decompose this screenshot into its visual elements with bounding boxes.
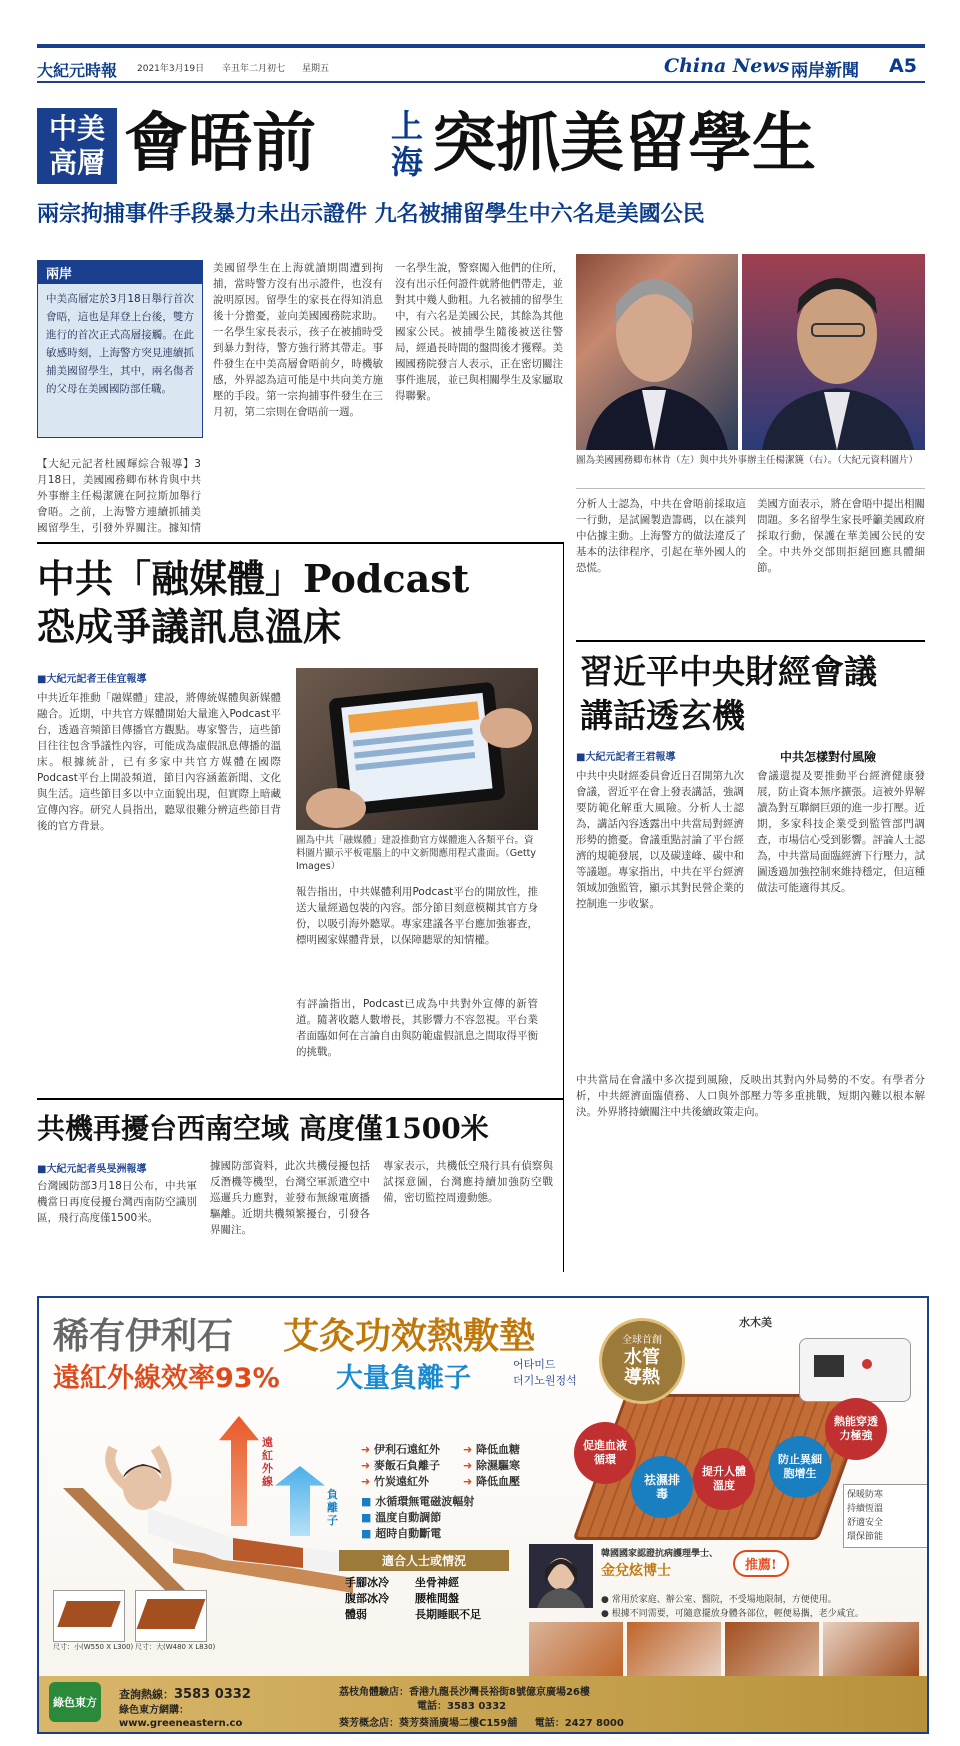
- suitable-box: [339, 1550, 509, 1650]
- bubble-penetration: 熱能穿透力極強: [825, 1398, 887, 1460]
- doctor-intro: 韓國國家認證抗病護理學士、: [601, 1549, 719, 1559]
- military-body-3: 專家表示，共機低空飛行具有偵察與試探意圖，台灣應持續加強防空戰備，密切監控周邊動態。: [383, 1160, 553, 1204]
- economy-byline: ■大紀元記者王君報導: [576, 752, 676, 763]
- benefit-item: 降低血糖: [476, 1443, 521, 1456]
- ad-line2-b: 大量負離子: [336, 1363, 471, 1394]
- lead-photo-caption: 圖為美國國務卿布林肯（左）與中共外事辦主任楊潔篪（右）。（大紀元資料圖片）: [576, 455, 919, 466]
- doctor-note-1: ● 常用於家庭、辦公室、醫院，不受場地限制，方便使用。: [601, 1595, 837, 1605]
- benefit-item: 竹炭遠紅外: [374, 1475, 430, 1488]
- feature-item: 環保節能: [847, 1532, 884, 1542]
- lead-box-text: 中美高層定於3月18日舉行首次會晤，這也是拜登上台後，雙方進行的首次正式高層接觸。在此敏感時刻，上海警方突見連續抓捕美國留學生，其中，兩名傷者的父母在美國國防部任職。: [46, 293, 194, 395]
- podcast-headline-1: 中共「融媒體」Podcast: [37, 556, 470, 601]
- doctor-name: 金兌炫博士: [601, 1563, 671, 1579]
- arrow-label-infrared: 遠紅外線: [262, 1436, 273, 1488]
- economy-body-1: 中共中央財經委員會近日召開第九次會議，習近平在會上發表講話，強調要防範化解重大風險。分析人士認為，講話內容透露出中共當局對經濟形勢的擔憂。會議重點討論了平台經濟的規範發展，以及碳達峰、碳中和等議題。專家指出，中共在平台經濟領域加強監管，顯示其對民營企業的控制進一步收緊。: [576, 770, 744, 910]
- masthead: [37, 44, 925, 84]
- economy-col-head: 中共怎樣對付風險: [780, 750, 877, 764]
- suitable-item: 坐骨神經: [415, 1576, 459, 1589]
- control-unit-image: [799, 1338, 911, 1402]
- lead-headline-a: 會晤前: [124, 106, 316, 181]
- lead-body-col4: 分析人士認為，中共在會晤前採取這一行動，是試圖製造籌碼，以在談判中佔據主動。上海警方的做法違反了基本的法律程序，引起在華外國人的恐慌。: [576, 498, 746, 574]
- ad-korean-b: 더기노원정석: [513, 1374, 577, 1387]
- shop1-label: 荔枝角體驗店：: [339, 1687, 409, 1698]
- shanghai-char-2: 海: [390, 143, 423, 181]
- lead-tag-line2: 高層: [48, 146, 105, 179]
- woman-relaxing-image: [53, 1428, 363, 1598]
- person-silhouette-icon: [576, 254, 738, 450]
- podcast-body-2: 報告指出，中共媒體利用Podcast平台的開放性，推送大量經過包裝的內容。部分節目刻意模糊其官方身份，以吸引海外聽眾。專家建議各平台應加強審查，標明國家媒體背景，以保障聽眾的知情權。: [296, 886, 538, 946]
- lead-subhead: 兩宗拘捕事件手段暴力未出示證件 九名被捕留學生中六名是美國公民: [37, 201, 705, 227]
- checks-list: ■ 水循環無電磁波輻射 ■ 溫度自動調節 ■ 超時自動斷電: [361, 1495, 475, 1540]
- lead-box-label: 兩岸: [38, 261, 202, 284]
- lead-body-col2: 美國留學生在上海就讀期間遭到拘捕，當時警方沒有出示證件，也沒有說明原因。留學生的家長在得知消息後十分擔憂，並向美國國務院求助。一名學生家長表示，孩子在被捕時受到暴力對待，警方強行將其帶走。事件發生在中美高層會晤前夕，時機敏感，外界認為這可能是中共向美方施壓的手段。第一宗拘捕事件發生在三月初，第二宗則在會晤前一週。: [213, 262, 383, 418]
- podcast-body-1: 中共近年推動「融媒體」建設，將傳統媒體與新媒體融合。近期，中共官方媒體開始大量進入Podcast平台，透過音頻節目傳播官方觀點。專家警告，這些節目往往包含爭議性內容，可能成為虛假訊息傳播的溫床。根據統計，已有多家中共官方媒體在國際Podcast平台上開設頻道，節目內容涵蓋新聞、文化與生活。這些節目多以中立面貌出現，但實際上暗藏宣傳內容。研究人員指出，聽眾很難分辨這些節目背後的官方背景。: [37, 692, 281, 832]
- shop2-label: 葵芳概念店：: [339, 1718, 399, 1729]
- podcast-body-3: 有評論指出，Podcast已成為中共對外宣傳的新管道。隨著收聽人數增長，其影響力不容忽視。平台業者面臨如何在言論自由與防範虛假訊息之間取得平衡的挑戰。: [296, 998, 538, 1058]
- photo-tablet: [296, 668, 538, 830]
- weekday: 星期五: [302, 64, 330, 74]
- check-item: 溫度自動調節: [375, 1511, 442, 1524]
- doctor-note-2: ● 根據不同需要，可隨意擺放身體各部位，輕便易攜，老少咸宜。: [601, 1609, 864, 1619]
- lead-tag-line1: 中美: [48, 112, 105, 145]
- lead-headline-shanghai: [383, 108, 431, 180]
- podcast-headline-2: 恐成爭議訊息溫床: [37, 604, 342, 649]
- shop2-address: 葵芳葵涌廣場二樓C159舖: [399, 1718, 518, 1729]
- lead-summary-box: [37, 260, 203, 438]
- bubble-detox: 祛濕排毒: [631, 1456, 693, 1518]
- section-zh: 兩岸新聞: [791, 61, 859, 81]
- shop-1: [339, 1686, 590, 1714]
- benefit-item: 麥飯石負離子: [374, 1459, 441, 1472]
- section-en: China News: [664, 55, 790, 77]
- page-number: A5: [889, 55, 917, 77]
- suitable-item: 腹部冰冷: [345, 1592, 389, 1605]
- ad-brand-small: 水木美: [739, 1316, 772, 1329]
- web-label: 綠色東方網購：: [119, 1705, 189, 1716]
- badge-top: 全球首創: [622, 1335, 662, 1346]
- lead-body-col3: 一名學生說，警察闖入他們的住所，沒有出示任何證件就將他們帶走，並對其中幾人動粗。九名被捕的留學生中，有六名是美國公民，其餘為其他國家公民。被捕學生隨後被送往警局，經過長時間的盤問後才獲釋。美國國務院發言人表示，正在密切關注事件進展，並已與相關學生及家屬取得聯繫。: [395, 262, 563, 402]
- ad-title-a: 稀有伊利石: [53, 1315, 234, 1357]
- features-box: [843, 1484, 929, 1548]
- web-url[interactable]: www.greeneastern.co: [119, 1718, 243, 1729]
- military-body-2: 據國防部資料，此次共機侵擾包括反潛機等機型，台灣空軍派遣空中巡邏兵力應對，並發布無線電廣播驅離。近期共機頻繁擾台，引發各界關注。: [210, 1160, 370, 1236]
- military-body-1: 台灣國防部3月18日公布，中共軍機當日再度侵擾台灣西南防空識別區，飛行高度僅1500米。: [37, 1180, 197, 1224]
- military-byline: ■大紀元記者吳旻洲報導: [37, 1164, 147, 1175]
- usage-photo-1: [529, 1622, 623, 1676]
- shanghai-char-1: 上: [390, 107, 423, 145]
- company-name: 綠色東方: [53, 1696, 97, 1709]
- feature-item: 舒適安全: [847, 1518, 884, 1528]
- ad-badge: [599, 1318, 685, 1404]
- phone-line: [119, 1686, 251, 1702]
- economy-headline-2: 講話透玄機: [580, 696, 745, 735]
- benefit-item: 伊利石遠紅外: [374, 1443, 441, 1456]
- economy-body-3: 中共當局在會議中多次提到風險，反映出其對內外局勢的不安。有學者分析，中共經濟面臨債務、人口與外部壓力等多重挑戰，短期內難以根本解決。外界將持續關注中共後續政策走向。: [576, 1074, 925, 1118]
- arrow-label-anion: 負離子: [327, 1488, 338, 1527]
- economy-body-2: 會議還提及要推動平台經濟健康發展，防止資本無序擴張。這被外界解讀為對互聯網巨頭的進一步打壓。近期，多家科技企業受到監管部門調查，市場信心受到影響。評論人士認為，中共當局面臨經濟下行壓力，試圖透過加強控制來維持穩定，但這種做法可能適得其反。: [757, 770, 925, 894]
- ad-title-b: 艾灸功效熱敷墊: [283, 1315, 536, 1357]
- suitable-item: 手腳冰冷: [345, 1576, 389, 1589]
- lead-body-col5: 美國方面表示，將在會晤中提出相關問題。多名留學生家長呼籲美國政府採取行動，保護在華美國公民的安全。中共外交部則拒絕回應具體細節。: [757, 498, 925, 574]
- feature-item: 保暖防寒: [847, 1490, 884, 1500]
- size-small: 尺寸：小(W550 X L300): [53, 1643, 134, 1651]
- podcast-byline: ■大紀元記者王佳宜報導: [37, 674, 147, 685]
- usage-photo-3: [725, 1622, 819, 1676]
- doctor-photo: [529, 1544, 593, 1608]
- issue-date: 2021年3月19日: [137, 64, 205, 74]
- bubble-body-temp: 提升人體溫度: [693, 1448, 755, 1510]
- ad-line2-a: 遠紅外線效率93%: [53, 1363, 280, 1394]
- lead-body-col1: 【大紀元記者杜國輝綜合報導】3月18日，美國國務卿布林肯與中共外事辦主任楊潔篪在阿拉斯加舉行會晤。之前，上海警方連續抓捕美國留學生，引發外界關注。據知情: [37, 458, 201, 534]
- web-line: [119, 1704, 242, 1730]
- benefits-middle: ➜ 降低血糖 ➜ 除濕驅寒 ➜ 降低血壓: [463, 1443, 521, 1488]
- mat-large-thumb: [135, 1590, 207, 1642]
- suitable-title: 適合人士或情況: [339, 1550, 509, 1571]
- economy-headline-1: 習近平中央財經會議: [580, 652, 877, 691]
- benefit-item: 降低血壓: [476, 1475, 521, 1488]
- check-item: 水循環無電磁波輻射: [375, 1495, 475, 1508]
- benefit-item: 除濕驅寒: [476, 1459, 521, 1472]
- podcast-photo-caption: 圖為中共「融媒體」建設推動官方媒體進入各類平台。資料圖片顯示平板電腦上的中文新聞應用程式畫面。（Getty Images）: [296, 835, 537, 872]
- photo-yang: [742, 254, 925, 450]
- bubble-circulation: 促進血液循環: [574, 1422, 636, 1484]
- suitable-item: 腰椎間盤: [415, 1592, 459, 1605]
- size-large: 尺寸：大(W480 X L830): [135, 1643, 216, 1651]
- phone-number: 3583 0332: [174, 1687, 251, 1702]
- benefits-left: ➜ 伊利石遠紅外 ➜ 麥飯石負離子 ➜ 竹炭遠紅外: [361, 1443, 441, 1488]
- company-logo: [49, 1682, 101, 1722]
- recommend-badge: 推薦!: [733, 1550, 789, 1577]
- military-headline: 共機再擾台西南空域 高度僅1500米: [37, 1112, 489, 1145]
- usage-photo-4: [823, 1622, 919, 1676]
- suitable-item: 長期睡眠不足: [415, 1608, 481, 1621]
- lead-headline-b: 突抓美留學生: [432, 106, 816, 181]
- tablet-app-icon: [296, 668, 538, 830]
- photo-blinken: [576, 254, 738, 450]
- mat-small-thumb: [53, 1590, 125, 1642]
- shop2-tel: 電話：2427 8000: [534, 1718, 624, 1729]
- lunar-date: 辛丑年二月初七: [222, 64, 286, 74]
- check-item: 超時自動斷電: [375, 1527, 442, 1540]
- lead-tag: [37, 108, 117, 184]
- badge-main: 水管導熱: [624, 1347, 660, 1388]
- bubble-cell-prevention: 防止異細胞增生: [769, 1436, 831, 1498]
- paper-name: 大紀元時報: [37, 61, 118, 80]
- suitable-item: 體弱: [345, 1608, 367, 1621]
- shop1-tel: 電話：3583 0332: [417, 1701, 507, 1712]
- ad-korean-a: 어타미드: [513, 1358, 556, 1371]
- shop1-address: 香港九龍長沙灣長裕街8號億京廣場26樓: [409, 1687, 590, 1698]
- phone-label: 查詢熱線：: [119, 1688, 174, 1701]
- feature-item: 持續恆溫: [847, 1504, 884, 1514]
- ad-banner: [37, 1296, 929, 1734]
- shop-2: [339, 1714, 624, 1729]
- person-silhouette-icon: [742, 254, 925, 450]
- usage-photo-2: [627, 1622, 721, 1676]
